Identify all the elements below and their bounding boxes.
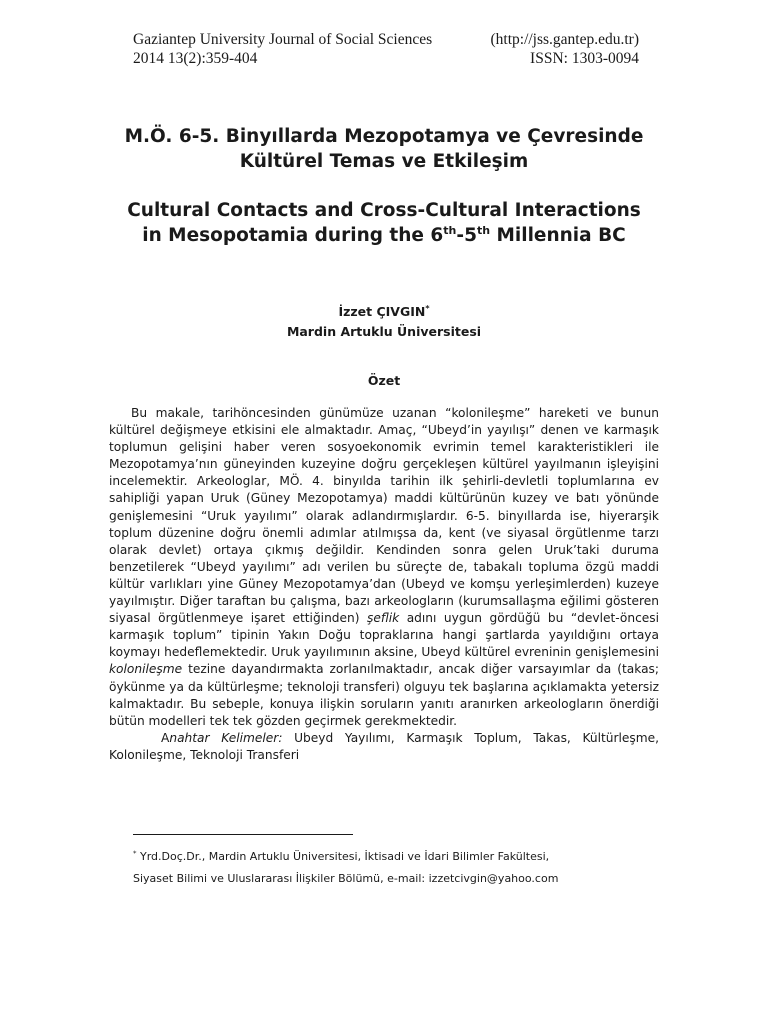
author-footnote-mark[interactable]: * [425,303,430,313]
journal-header-row [133,30,639,49]
title-turkish-line1: M.Ö. 6-5. Binyıllarda Mezopotamya ve Çevresinde [124,126,644,147]
journal-url[interactable]: (http://jss.gantep.edu.tr) [490,31,639,48]
footnote-text-2: Siyaset Bilimi ve Uluslararası İlişkiler Bölümü, e-mail: izzetcivgin@yahoo.com [133,872,559,885]
keywords-label-a: A [161,730,170,745]
author-name-line [0,302,768,322]
journal-volume: 2014 13(2):359-404 [133,50,258,67]
abstract-paragraph [109,405,659,730]
superscript-th-1: th [443,223,457,237]
journal-name: Gaziantep University Journal of Social Sciences [133,31,433,48]
footnote-line1 [133,846,653,868]
keywords-label-b: nahtar Kelimeler: [169,730,283,745]
footnote [133,846,653,890]
footnote-mark: * [133,849,137,858]
footnote-text-1: Yrd.Doç.Dr., Mardin Artuklu Üniversitesi, İktisadi ve İdari Bilimler Fakültesi, [136,850,550,863]
abstract-heading: Özet [367,373,401,388]
abstract-body [109,405,659,764]
journal-issn: ISSN: 1303-0094 [530,50,639,67]
abstract-text-a: Bu makale, tarihöncesinden günümüze uzanan “kolonileşme” hareketi ve bunun kültürel değişmeye etkisini ele almaktadır. Amaç, “Ubeyd’in yayılışı” denen ve karmaşık toplumun gelişini haber veren sosyoekonomik evrimin temel karakteristikleri ile Mezopotamya’nın güneyinden kuzeyine doğru gerçekleşen kültürel yayılmanın işleyişini incelemektir. Arkeologlar, MÖ. 4. binyılda tarihin ilk şehirli-devletli toplumlarına ev sahipliği yapan Uruk (Güney Mezopotamya) maddi kültürünün kuzey ve batı yönünde genişlemesini “Uruk yayılımı” olarak adlandırmışlardır. 6-5. binyıllarda ise, hiyerarşik toplum düzenine doğru önemli adımlar atılmışsa da, kent (ve siyasal örgütlenme tarzı olarak devlet) ortaya çıkmış değildir. Kendinden sonra gelen Uruk’taki duruma benzetilerek “Ubeyd yayılımı” adı verilen bu süreçte de, tabakalı topluma özgü maddi kültür varlıkları yine Güney Mezopotamya’dan (Ubeyd ve komşu yerleşimlerden) kuzeye yayılmıştır. Diğer taraftan bu çalışma, bazı arkeologların (kurumsallaşma eğilimi gösteren siyasal örgütlenmeye işaret ettiğinden) [109,406,659,626]
abstract-text-b: adını uygun gördüğü bu “devlet-öncesi karmaşık toplum” tipinin Yakın Doğu topraklarına hangi şartlarda yayıldığını ortaya koymayı hedeflemektedir. Uruk yayılımının aksine, Ubeyd kültürel evreninin genişlemesini [109,611,660,660]
abstract-text-c: tezine dayandırmakta zorlanılmaktadır, ancak diğer varsayımlar da (takas; öykünme ya da kültürleşme; teknoloji transferi) olguyu tek başlarına açıklamakta yetersiz kalmaktadır. Bu sebeple, konuya ilişkin soruların yanıtı aranırken arkeologların önerdiği bütün modelleri tek tek gözden geçirmek gerekmektedir. [109,662,659,728]
title-turkish [0,124,768,174]
title-english-line2-c: Millennia BC [490,225,626,246]
author-affiliation: Mardin Artuklu Üniversitesi [286,324,482,339]
keywords-list: Ubeyd Yayılımı, Karmaşık Toplum, Takas, Kültürleşme, Kolonileşme, Teknoloji Transferi [109,730,659,762]
journal-issue-row [133,49,639,68]
title-english-line1: Cultural Contacts and Cross-Cultural Interactions [127,200,641,221]
title-turkish-line2: Kültürel Temas ve Etkileşim [239,151,529,172]
author-block [0,302,768,342]
author-name: İzzet ÇIVGIN [338,304,426,319]
superscript-th-2: th [476,223,491,237]
abstract-italic-seflik: şeflik [367,611,400,626]
footnote-divider [133,834,353,835]
title-english-line2-a: in Mesopotamia during the 6 [142,225,444,246]
title-english [0,198,768,248]
title-english-line2 [0,223,768,248]
title-english-line2-b: -5 [456,225,477,246]
keywords-paragraph [109,730,659,764]
abstract-italic-kolonilesme: kolonileşme [109,662,183,677]
